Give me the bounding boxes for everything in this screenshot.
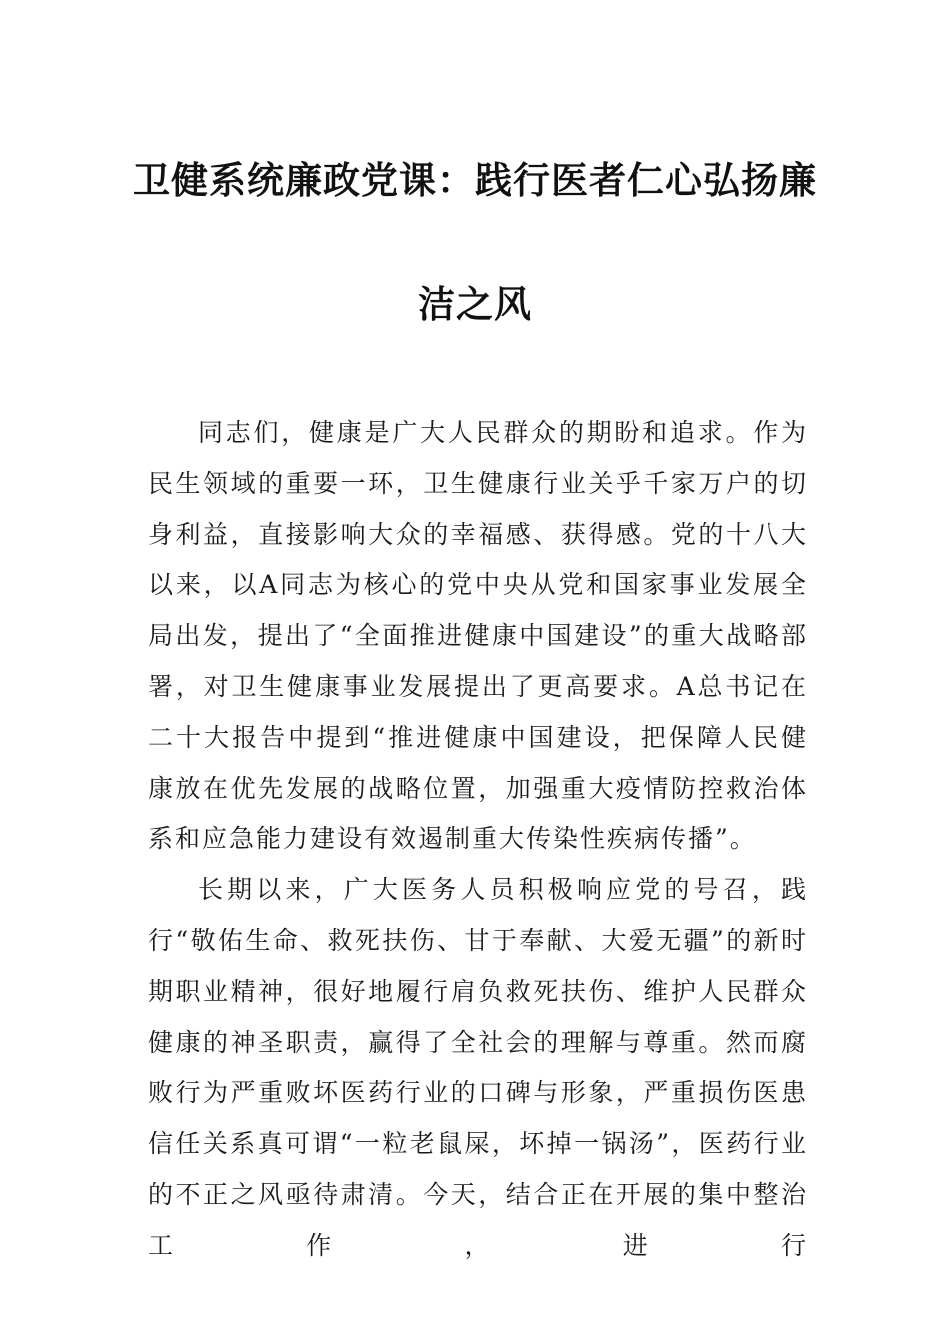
document-title-line-2: 洁之风 — [418, 283, 532, 326]
document-body — [148, 408, 808, 1272]
paragraph-1: 同志们，健康是广大人民群众的期盼和追求。作为民生领域的重要一环，卫生健康行业关乎千家万户的切身利益，直接影响大众的幸福感、获得感。党的十八大以来，以A同志为核心的党中央从党和国家事业发展全局出发，提出了“全面推进健康中国建设”的重大战略部署，对卫生健康事业发展提出了更高要求。A总书记在二十大报告中提到“推进健康中国建设，把保障人民健康放在优先发展的战略位置，加强重大疫情防控救治体系和应急能力建设有效遏制重大传染性疾病传播”。 — [148, 418, 808, 854]
document-title-line-1: 卫健系统廉政党课：践行医者仁心弘扬廉 — [133, 159, 817, 202]
paragraph-2: 长期以来，广大医务人员积极响应党的号召，践行“敬佑生命、救死扶伤、甘于奉献、大爱无疆”的新时期职业精神，很好地履行肩负救死扶伤、维护人民群众健康的神圣职责，赢得了全社会的理解与尊重。然而腐败行为严重败坏医药行业的口碑与形象，严重损伤医患信任关系真可谓“一粒老鼠屎，坏掉一锅汤”，医药行业的不正之风亟待肃清。今天，结合正在开展的集中整治工作，进行 — [148, 875, 808, 1260]
